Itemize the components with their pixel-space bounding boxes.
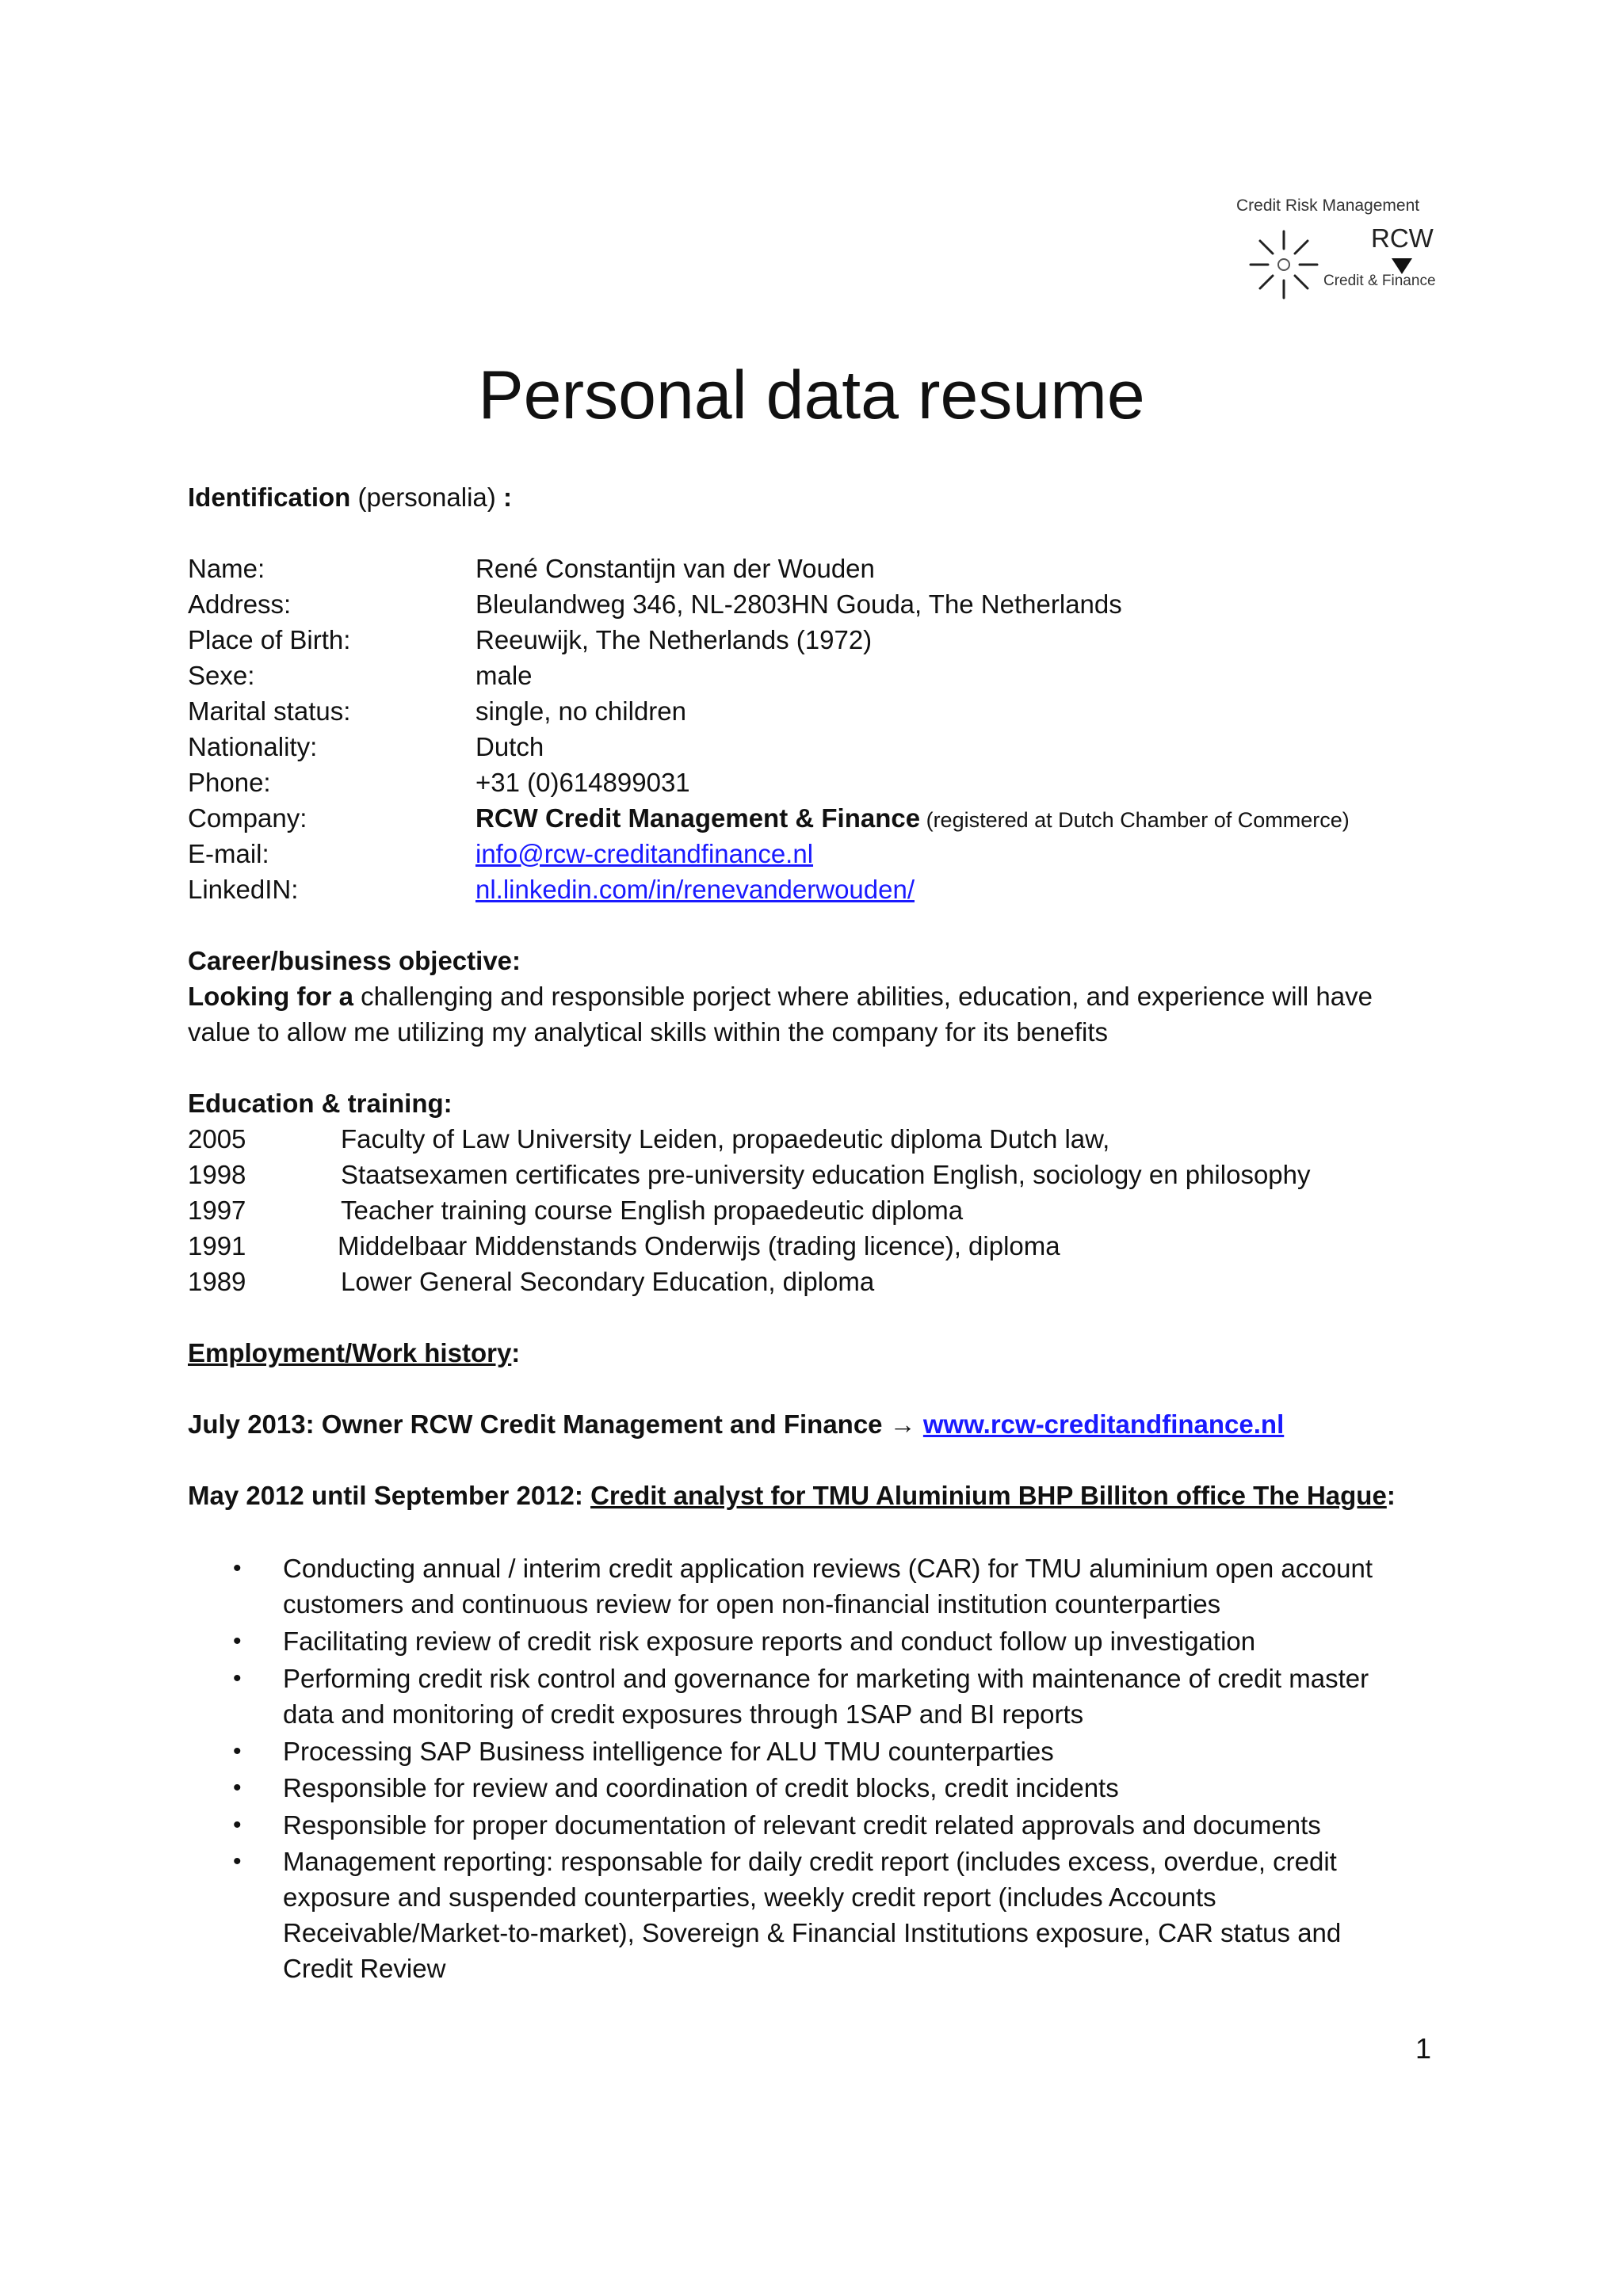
- sex-value: male: [475, 661, 533, 690]
- logo-subtitle: Credit & Finance: [1323, 273, 1436, 289]
- education-item: Teacher training course English propaedeutic diploma: [341, 1196, 964, 1225]
- marital-status-value: single, no children: [475, 696, 686, 726]
- education-heading: Education & training:: [188, 1089, 453, 1118]
- objective-line-2: value to allow me utilizing my analytical skills within the company for its benefits: [188, 1017, 1108, 1047]
- address-value: Bleulandweg 346, NL-2803HN Gouda, The Netherlands: [475, 589, 1122, 619]
- arrow-right-icon: →: [889, 1409, 916, 1439]
- bullet-icon: •: [233, 1665, 242, 1691]
- bullet-icon: •: [233, 1628, 242, 1654]
- employment-heading: [188, 1335, 520, 1371]
- marital-status-label: Marital status:: [188, 696, 351, 726]
- identification-heading: [188, 479, 512, 515]
- birthplace-value: Reeuwijk, The Netherlands (1972): [475, 625, 873, 654]
- email-link[interactable]: info@rcw-creditandfinance.nl: [475, 839, 814, 868]
- logo-brand: RCW: [1371, 223, 1434, 253]
- job-entry-analyst: [188, 1478, 1396, 1513]
- education-year: 1991: [188, 1231, 246, 1261]
- company-logo: [1227, 192, 1441, 318]
- objective-heading: Career/business objective:: [188, 946, 521, 975]
- list-item-line: Credit Review: [283, 1954, 446, 1983]
- sex-label: Sexe:: [188, 661, 255, 690]
- job2-title: Credit analyst for TMU Aluminium BHP Billiton office The Hague: [590, 1481, 1387, 1510]
- identification-heading-rest: (personalia): [350, 482, 503, 512]
- education-year: 1989: [188, 1267, 246, 1296]
- list-item-line: customers and continuous review for open non-financial institution counterparties: [283, 1589, 1221, 1619]
- objective-line-1-rest: challenging and responsible porject where abilities, education, and experience will have: [353, 982, 1373, 1011]
- name-label: Name:: [188, 554, 265, 583]
- list-item-line: Receivable/Market-to-market), Sovereign & Financial Institutions exposure, CAR status and: [283, 1918, 1342, 1947]
- education-year: 2005: [188, 1124, 246, 1154]
- job-entry-owner: [188, 1406, 1284, 1442]
- job2-prefix: May 2012 until September 2012:: [188, 1481, 591, 1510]
- list-item-line: exposure and suspended counterparties, weekly credit report (includes Accounts: [283, 1882, 1216, 1912]
- linkedin-label: LinkedIN:: [188, 875, 299, 904]
- bullet-icon: •: [233, 1775, 242, 1801]
- bullet-icon: •: [233, 1738, 242, 1764]
- list-item-line: Responsible for review and coordination of credit blocks, credit incidents: [283, 1773, 1119, 1802]
- nationality-value: Dutch: [475, 732, 544, 761]
- bullet-icon: •: [233, 1848, 242, 1875]
- education-item: Middelbaar Middenstands Onderwijs (trading licence), diploma: [338, 1231, 1060, 1261]
- list-item-line: Responsible for proper documentation of relevant credit related approvals and documents: [283, 1810, 1321, 1840]
- employment-heading-colon: :: [511, 1338, 521, 1367]
- job2-colon: :: [1386, 1481, 1396, 1510]
- objective-line-1: [188, 978, 1373, 1014]
- company-note: (registered at Dutch Chamber of Commerce): [920, 808, 1350, 832]
- identification-heading-bold: Identification: [188, 482, 351, 512]
- nationality-label: Nationality:: [188, 732, 318, 761]
- education-item: Lower General Secondary Education, diploma: [341, 1267, 875, 1296]
- triangle-down-icon: [1392, 258, 1412, 274]
- education-year: 1997: [188, 1196, 246, 1225]
- email-label: E-mail:: [188, 839, 269, 868]
- list-item-line: Processing SAP Business intelligence for ALU TMU counterparties: [283, 1737, 1054, 1766]
- birthplace-label: Place of Birth:: [188, 625, 351, 654]
- address-label: Address:: [188, 589, 292, 619]
- job1-text: July 2013: Owner RCW Credit Management and Finance: [188, 1409, 890, 1439]
- name-value: René Constantijn van der Wouden: [475, 554, 875, 583]
- list-item-line: Management reporting: responsable for daily credit report (includes excess, overdue, credit: [283, 1847, 1337, 1876]
- list-item-line: data and monitoring of credit exposures through 1SAP and BI reports: [283, 1699, 1084, 1729]
- linkedin-link[interactable]: nl.linkedin.com/in/renevanderwouden/: [475, 875, 915, 904]
- company-value: [475, 800, 1350, 838]
- logo-title: Credit Risk Management: [1236, 196, 1420, 215]
- list-item-line: Facilitating review of credit risk exposure reports and conduct follow up investigation: [283, 1627, 1256, 1656]
- page-title: Personal data resume: [478, 357, 1145, 433]
- employment-heading-text: Employment/Work history: [188, 1338, 512, 1367]
- phone-value: +31 (0)614899031: [475, 768, 690, 797]
- bullet-icon: •: [233, 1812, 242, 1838]
- company-label: Company:: [188, 803, 307, 833]
- objective-lead: Looking for a: [188, 982, 353, 1011]
- education-item: Faculty of Law University Leiden, propaedeutic diploma Dutch law,: [341, 1124, 1110, 1154]
- sunburst-logo-icon: [1244, 225, 1323, 304]
- page-number: 1: [1415, 2032, 1432, 2065]
- bullet-icon: •: [233, 1555, 242, 1581]
- education-year: 1998: [188, 1160, 246, 1189]
- identification-heading-colon: :: [502, 482, 512, 512]
- company-name: RCW Credit Management & Finance: [475, 803, 921, 833]
- website-link[interactable]: www.rcw-creditandfinance.nl: [922, 1409, 1285, 1439]
- list-item-line: Conducting annual / interim credit application reviews (CAR) for TMU aluminium open account: [283, 1554, 1373, 1583]
- list-item-line: Performing credit risk control and governance for marketing with maintenance of credit master: [283, 1664, 1369, 1693]
- education-item: Staatsexamen certificates pre-university education English, sociology en philosophy: [341, 1160, 1311, 1189]
- phone-label: Phone:: [188, 768, 271, 797]
